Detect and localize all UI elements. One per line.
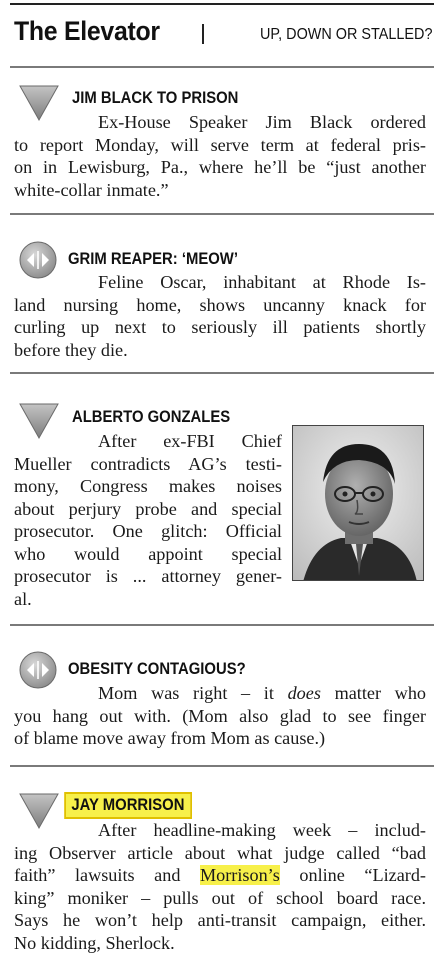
highlighted-name: Morrison’s [199,865,280,885]
elevator-item [14,240,432,370]
item-body [14,111,426,201]
body-line: of blame move away from Mom as cause.) [14,728,326,748]
body-line: After headline-making week – includ- [98,820,426,840]
item-headline: JIM BLACK TO PRISON [72,89,239,107]
body-line: about perjury probe and special [14,498,282,519]
body-line: you hang out with. (Mom also glad to see finger [14,705,426,726]
section-rule [10,765,434,767]
body-line: Ex-House Speaker Jim Black ordered [98,112,426,132]
body-fragment: matter who [320,683,427,703]
elevator-item [14,80,432,210]
body-line: Says he won’t help anti-transit campaign, either. [14,910,426,930]
elevator-item [14,650,432,760]
item-body [14,819,426,954]
section-rule [10,372,434,374]
section-rule [10,213,434,215]
item-body [14,430,282,610]
body-line: to report Monday, will serve term at federal pris- [14,134,426,155]
body-line: After ex-FBI Chief [98,431,282,451]
body-line: curling up next to seriously ill patients shortly [14,317,426,337]
portrait-photo [292,425,424,581]
body-line: on in Lewisburg, Pa., where he’ll be “just another [14,157,426,177]
body-line: mony, Congress makes noises [14,476,282,496]
body-line: king” moniker – pulls out of school board race. [14,887,426,908]
body-line [14,682,426,705]
body-line: Mueller contradicts AG’s testi- [14,453,282,474]
body-line: No kidding, Sherlock. [14,932,175,953]
body-line: land nursing home, shows uncanny knack for [14,294,426,315]
item-body [14,271,426,361]
body-line [14,864,426,887]
item-headline: ALBERTO GONZALES [72,408,231,426]
body-line: before they die. [14,339,128,360]
body-line: al. [14,588,32,609]
body-line: Feline Oscar, inhabitant at Rhode Is- [98,272,426,292]
item-headline: OBESITY CONTAGIOUS? [68,660,246,678]
item-headline: JAY MORRISON [66,794,190,817]
body-line: prosecutor is ... attorney gener- [14,566,282,586]
body-line: white-collar inmate.” [14,179,169,200]
body-emphasis: does [287,683,321,703]
item-headline: GRIM REAPER: ‘MEOW’ [68,250,238,268]
body-line: who would appoint special [14,543,282,564]
column-title: The Elevator [14,16,160,46]
column-tagline: UP, DOWN OR STALLED? [259,26,432,43]
body-fragment: faith” lawsuits and [14,865,200,885]
item-body [14,682,426,750]
title-divider [202,24,204,44]
section-rule [10,624,434,626]
top-rule [10,3,434,5]
masthead [14,16,432,56]
elevator-item [14,788,432,968]
body-fragment: online “Lizard- [279,865,426,885]
section-rule [10,66,434,68]
body-line: prosecutor. One glitch: Official [14,521,282,541]
body-fragment: Mom was right – it [98,683,288,703]
body-line: ing Observer article about what judge called “bad [14,842,426,863]
